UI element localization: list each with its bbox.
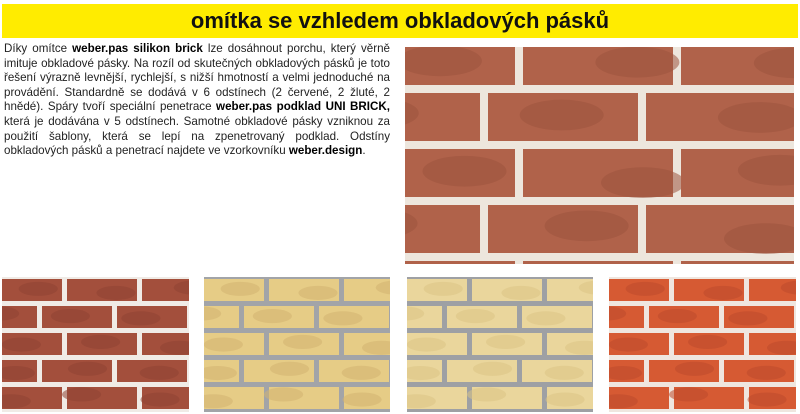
brick-texture	[423, 156, 507, 187]
brick-texture	[456, 309, 495, 323]
brick-texture	[595, 47, 679, 78]
product-name-silikon-brick: weber.pas silikon brick	[72, 42, 203, 55]
brick-texture	[526, 311, 565, 325]
brick-pattern	[407, 277, 593, 412]
brand-weber-design: weber.design	[288, 144, 363, 158]
brick-texture	[342, 392, 381, 406]
brick-pattern	[609, 277, 796, 412]
brick-texture	[545, 392, 584, 406]
brick-texture	[486, 335, 525, 349]
text-segment: lze dosáhnout porchu, který věrně imituje obkladové pásky. Na rozíl od skutečných obkladových pásků je toto řešení výrazně levnější, rychlejší, s nižší hmotností a velmi jednoduché na provádění. Standardně se dodává v 6 odstínech (2 červené, 2 žluté, 2 hnědé). Spáry tvoří speciální penetrace	[4, 42, 390, 114]
brick-texture	[747, 392, 786, 406]
brick-texture	[96, 286, 135, 300]
brick-texture	[669, 387, 708, 401]
brick-texture	[675, 362, 714, 376]
brick-texture	[19, 282, 58, 296]
brick-texture	[688, 335, 727, 349]
brick-texture	[609, 338, 648, 352]
product-name-podklad-uni-brick: weber.pas podklad UNI BRICK,	[216, 100, 390, 114]
title-bar	[2, 4, 798, 38]
brick-pattern	[405, 47, 794, 264]
brick-texture	[747, 366, 786, 380]
text-segment: která je dodávána v 5 odstínech. Samotné obkladové pásky vzniknou za použití šablony, která se lepí na zpenetrovaný podklad. Odstíny obkladových pásků a penetrací najdete ve vzorkovníku	[4, 114, 390, 158]
brick-pattern	[2, 277, 189, 412]
brick-texture	[51, 309, 90, 323]
brick-texture	[407, 338, 446, 352]
brick	[405, 261, 515, 264]
brick-texture	[221, 282, 260, 296]
brick-texture	[473, 362, 512, 376]
brick-texture	[545, 366, 584, 380]
description-paragraph	[4, 42, 390, 159]
brick-texture	[81, 335, 120, 349]
page-title: omítka se vzhledem obkladových pásků	[190, 8, 610, 33]
brick-texture	[545, 211, 629, 242]
brick	[405, 205, 480, 253]
brick	[681, 261, 794, 264]
brick-texture	[204, 338, 243, 352]
brick-texture	[342, 366, 381, 380]
text-segment: .	[362, 144, 366, 158]
brick-texture	[658, 309, 697, 323]
brick-texture	[121, 311, 160, 325]
brown-brick-swatch-large	[405, 47, 794, 264]
brick-texture	[68, 362, 107, 376]
cream-brick-swatch	[407, 277, 593, 412]
text-segment: Díky omítce	[4, 42, 73, 55]
brick-texture	[140, 392, 179, 406]
brick-texture	[626, 282, 665, 296]
brick-texture	[520, 100, 604, 131]
brick-texture	[2, 338, 41, 352]
brick-texture	[298, 286, 337, 300]
brick-pattern	[204, 277, 390, 412]
brick-texture	[270, 362, 309, 376]
brick-texture	[264, 387, 303, 401]
brick-texture	[283, 335, 322, 349]
red-brick-swatch	[2, 277, 189, 412]
brick-texture	[703, 286, 742, 300]
brick	[523, 261, 673, 264]
brick-texture	[467, 387, 506, 401]
brick-texture	[728, 311, 767, 325]
brick-texture	[323, 311, 362, 325]
brick-texture	[253, 309, 292, 323]
orange-red-brick-swatch	[609, 277, 796, 412]
brick-texture	[424, 282, 463, 296]
brick-texture	[62, 387, 101, 401]
brick-texture	[601, 167, 685, 198]
yellow-brick-swatch	[204, 277, 390, 412]
brick-texture	[501, 286, 540, 300]
brick-texture	[140, 366, 179, 380]
